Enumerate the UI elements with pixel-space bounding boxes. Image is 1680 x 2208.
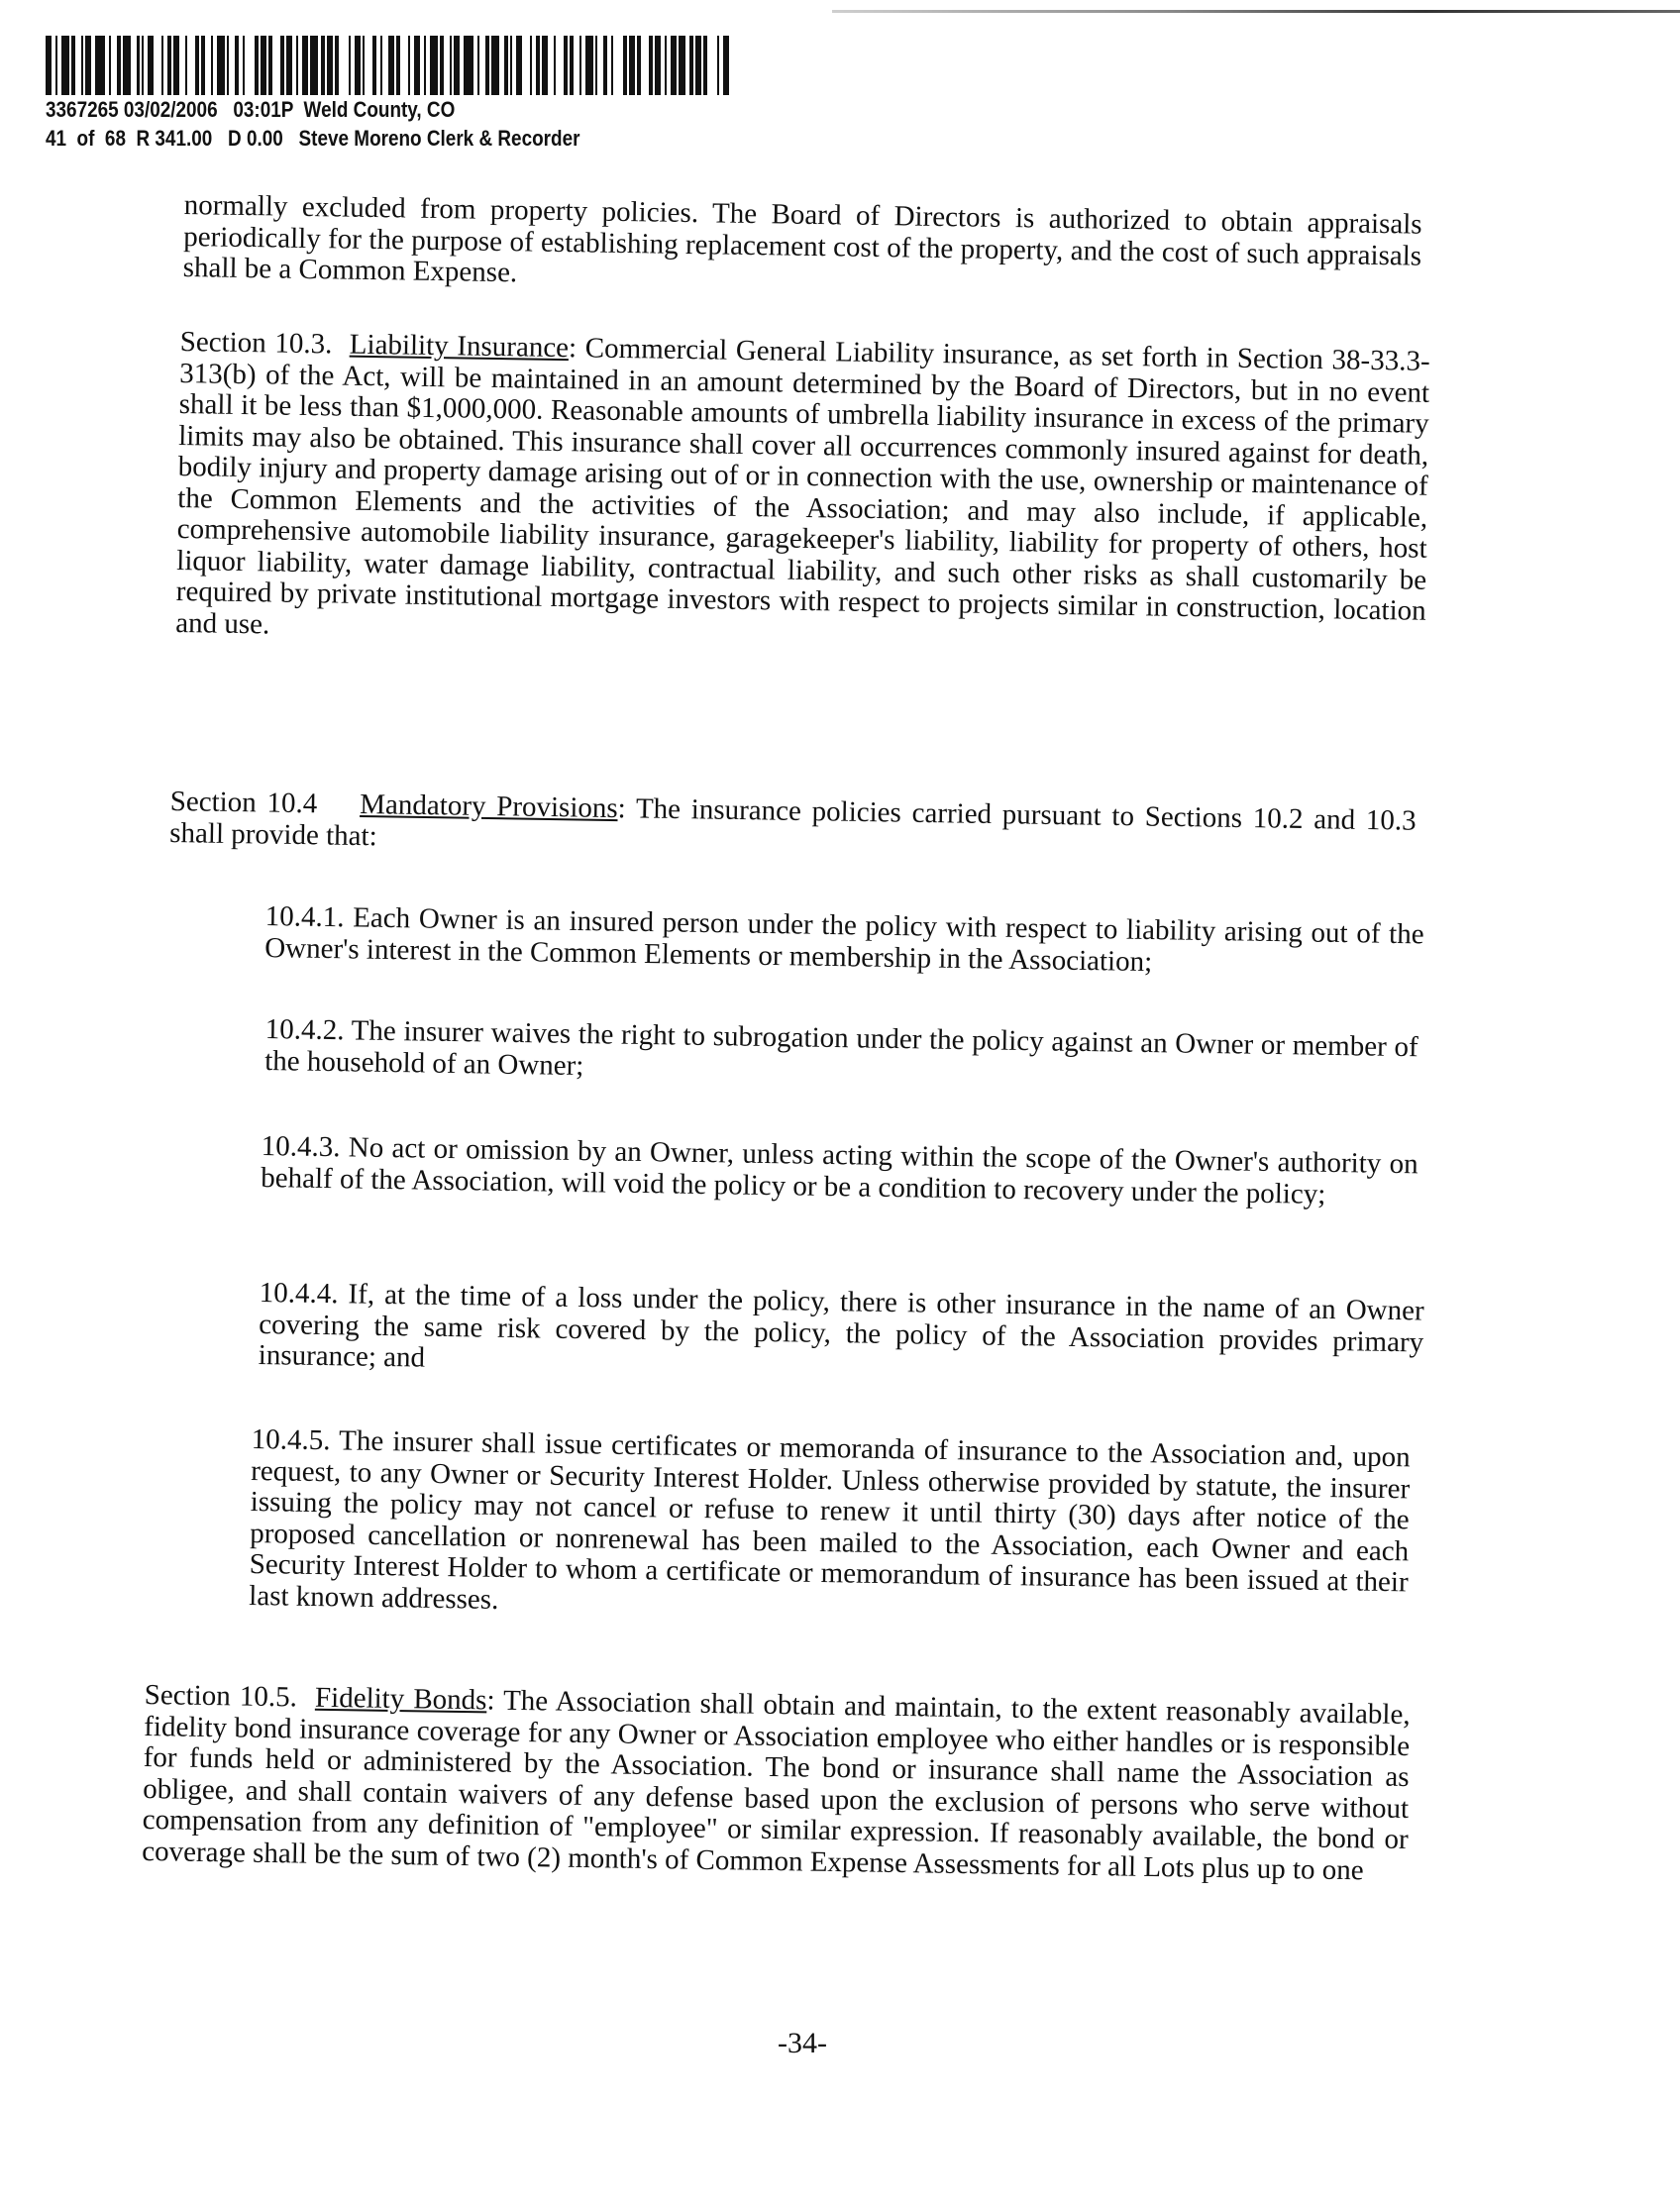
barcode-bar [61,36,69,95]
barcode-bar [310,36,318,95]
barcode-bar [430,36,438,95]
barcode-bar [707,36,717,95]
barcode-bar [154,36,161,95]
section-10-5-number: Section 10.5. [144,1679,298,1714]
subsection-10-4-3: 10.4.3. No act or omission by an Owner, unless acting within the scope of the Owner's authority on behalf of the Association, will void the policy or be a condition to recovery under the policy; [261,1130,1418,1210]
barcode-bar [491,36,499,95]
section-10-4-heading: Mandatory Provisions [360,789,618,825]
barcode-bar [123,36,131,95]
barcode-bar [245,36,255,95]
continuation-paragraph: normally excluded from property policies. The Board of Directors is authorized to obtain appraisals periodically for the purpose of establishing replacement cost of the property, and the cost of such appraisals shall be a Common Expense. [182,189,1422,289]
section-10-3-heading: Liability Insurance [349,328,570,365]
section-10-4-text: : The insurance policies carried pursuant to Sections 10.2 and 10.3 shall provide that: [169,792,1417,852]
barcode-bar [585,36,593,95]
recording-barcode [46,36,729,95]
barcode-bar [217,36,225,95]
barcode-bar [95,36,105,95]
page-number: -34- [778,2027,827,2059]
barcode-bar [400,36,408,95]
section-10-3 [175,327,1430,659]
barcode-bar [613,36,623,95]
barcode-bar [723,36,729,95]
barcode-bar [556,36,564,95]
section-10-5 [142,1680,1411,1887]
barcode-bar [679,36,686,95]
recording-stamp-line1: 3367265 03/02/2006 03:01P Weld County, CO [46,97,456,122]
recording-stamp [46,95,579,153]
barcode-bar [464,36,473,95]
barcode-bar [187,36,195,95]
recording-stamp-line2: 41 of 68 R 341.00 D 0.00 Steve Moreno Clerk & Recorder [46,126,580,151]
subsection-10-4-4: 10.4.4. If, at the time of a loss under the policy, there is other insurance in the name of an Owner covering the same risk covered by the policy, the policy of the Association provides primary insurance; and [258,1277,1424,1374]
subsection-10-4-2: 10.4.2. The insurer waives the right to subrogation under the policy against an Owner or member of the household of an Owner; [264,1013,1418,1082]
barcode-bar [272,36,280,95]
barcode-bar [641,36,649,95]
section-10-3-number: Section 10.3. [179,326,333,361]
section-10-4 [169,787,1417,869]
section-10-4-number: Section 10.4 [169,786,318,820]
subsection-10-4-1: 10.4.1. Each Owner is an insured person under the policy with respect to liability arising out of the Owner's interest in the Common Elements or membership in the Association; [264,900,1424,978]
barcode-bar [339,36,349,95]
section-10-3-text: : Commercial General Liability insurance, as set forth in Section 38-33.3-313(b) of the Act, will be maintained in an amount determined by the Board of Directors, but in no event shall it be less than $1,000,000. Reasonable amounts of umbrella liability insurance in excess of the primary limits may also be obtained. This insurance shall cover all occurrences commonly insured against for death, bodily injury and property damage arising out of or in connection with the use, ownership or maintenance of the Common Elements and the activities of the Association; and may also include, if applicable, comprehensive automobile liability insurance, garagekeeper's liability, liability for property of others, host liquor liability, water damage liability, contractual liability, and such other risks as shall customarily be required by private institutional mortgage investors with respect to projects similar in construction, location and use. [175,332,1430,640]
barcode-bar [365,36,372,95]
section-10-5-text: : The Association shall obtain and maintain, to the extent reasonably available, fidelity bond insurance coverage for any Owner or Association employee who either handles or is responsible for funds held or administered by the Association. The bond or insurance shall name the Association as obligee, and shall contain waivers of any defense based upon the exclusion of persons who serve without compensation from any definition of "employee" or similar expression. If reasonably available, the bond or coverage shall be the sum of two (2) month's of Common Expense Assessments for all Lots plus up to one [142,1684,1411,1886]
subsection-10-4-5: 10.4.5. The insurer shall issue certificates or memoranda of insurance to the Association and, upon request, to any Owner or Security Interest Holder. Unless otherwise provided by statute, the insurer issuing the policy may not cancel or refuse to renew it until thirty (30) days after notice of the proposed cancellation or nonrenewal has been mailed to the Association, each Owner and each Security Interest Holder to whom a certificate or memorandum of insurance has been issued at their last known addresses. [249,1423,1411,1616]
barcode-bar [522,36,530,95]
section-10-5-heading: Fidelity Bonds [314,1681,487,1717]
scan-top-rule [832,10,1680,13]
